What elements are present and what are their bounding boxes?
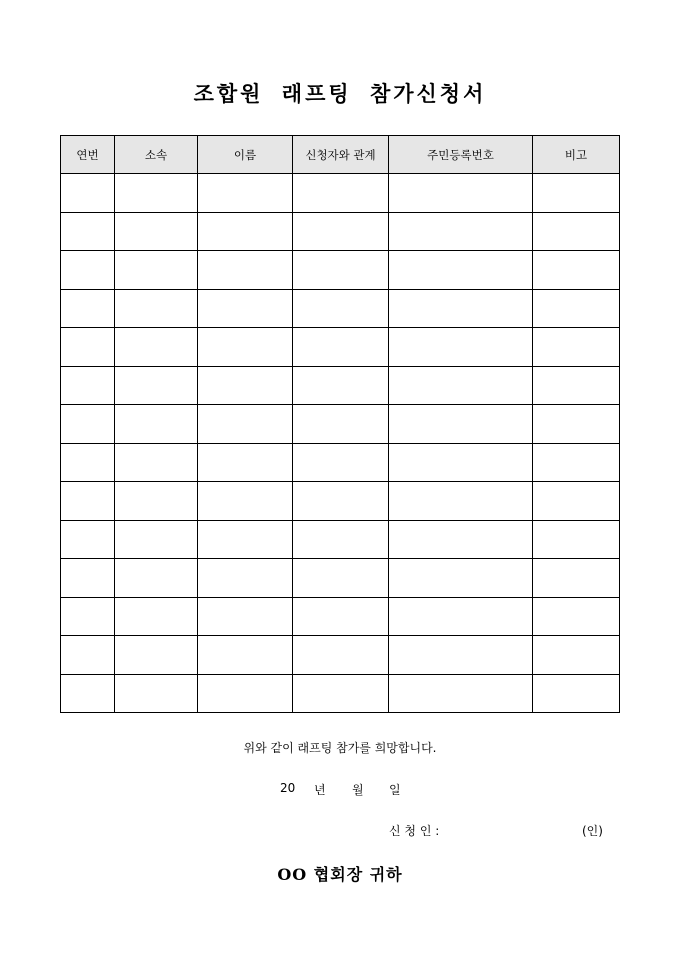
table-cell: [115, 366, 198, 405]
table-cell: [389, 520, 533, 559]
table-cell: [61, 520, 115, 559]
table-cell: [61, 443, 115, 482]
seal-label: (인): [582, 824, 603, 838]
table-cell: [389, 405, 533, 444]
table-cell: [533, 559, 620, 598]
table-cell: [115, 328, 198, 367]
date-month-unit: 월: [352, 783, 364, 797]
table-cell: [198, 520, 293, 559]
table-cell: [533, 289, 620, 328]
table-cell: [198, 559, 293, 598]
date-year-unit: 년: [314, 783, 326, 797]
table-cell: [533, 636, 620, 675]
table-cell: [61, 328, 115, 367]
table-cell: [389, 174, 533, 213]
header-affiliation: 소속: [115, 136, 198, 174]
table-cell: [198, 366, 293, 405]
table-cell: [293, 443, 389, 482]
table-cell: [61, 636, 115, 675]
table-cell: [293, 559, 389, 598]
table-cell: [533, 597, 620, 636]
table-cell: [293, 289, 389, 328]
table-cell: [389, 674, 533, 713]
table-cell: [389, 328, 533, 367]
table-cell: [115, 174, 198, 213]
table-row: [61, 251, 620, 290]
table-cell: [389, 597, 533, 636]
table-cell: [533, 251, 620, 290]
table-cell: [293, 636, 389, 675]
table-row: [61, 482, 620, 521]
date-year-prefix: 20: [280, 781, 296, 795]
application-table: [60, 135, 620, 713]
table-cell: [115, 251, 198, 290]
table-cell: [293, 405, 389, 444]
table-cell: [198, 405, 293, 444]
table-row: [61, 559, 620, 598]
table-cell: [198, 636, 293, 675]
table-cell: [61, 482, 115, 521]
table-row: [61, 366, 620, 405]
table-cell: [198, 482, 293, 521]
header-remarks: 비고: [533, 136, 620, 174]
table-row: [61, 289, 620, 328]
table-cell: [389, 251, 533, 290]
table-cell: [61, 674, 115, 713]
table-cell: [293, 174, 389, 213]
form-title: 조합원 래프팅 참가신청서: [193, 81, 487, 106]
table-cell: [533, 443, 620, 482]
table-row: [61, 405, 620, 444]
table-cell: [389, 482, 533, 521]
table-cell: [293, 366, 389, 405]
table-cell: [115, 405, 198, 444]
table-cell: [115, 289, 198, 328]
table-row: [61, 636, 620, 675]
table-cell: [61, 559, 115, 598]
table-cell: [115, 674, 198, 713]
table-body: [61, 174, 620, 713]
table-cell: [293, 674, 389, 713]
table-cell: [533, 674, 620, 713]
table-cell: [115, 443, 198, 482]
table-row: [61, 328, 620, 367]
table-cell: [533, 212, 620, 251]
table-cell: [115, 212, 198, 251]
table-row: [61, 174, 620, 213]
table-cell: [115, 520, 198, 559]
table-cell: [389, 212, 533, 251]
table-cell: [293, 520, 389, 559]
header-serial-number: 연번: [61, 136, 115, 174]
table-cell: [533, 328, 620, 367]
table-cell: [198, 328, 293, 367]
table-cell: [115, 559, 198, 598]
header-name: 이름: [198, 136, 293, 174]
table-row: [61, 674, 620, 713]
table-cell: [293, 251, 389, 290]
header-resident-number: 주민등록번호: [389, 136, 533, 174]
table-row: [61, 597, 620, 636]
table-cell: [533, 520, 620, 559]
table-cell: [198, 597, 293, 636]
table-cell: [293, 328, 389, 367]
table-cell: [61, 174, 115, 213]
date-line: [280, 781, 401, 798]
table-cell: [293, 482, 389, 521]
table-cell: [533, 482, 620, 521]
date-day-unit: 일: [389, 783, 401, 797]
table-cell: [61, 289, 115, 328]
table-cell: [198, 212, 293, 251]
table-cell: [389, 559, 533, 598]
table-cell: [115, 482, 198, 521]
table-cell: [61, 597, 115, 636]
table-cell: [533, 405, 620, 444]
table-cell: [198, 174, 293, 213]
table-cell: [533, 174, 620, 213]
header-relationship: 신청자와 관계: [293, 136, 389, 174]
table-row: [61, 443, 620, 482]
table-cell: [61, 366, 115, 405]
participation-statement: 위와 같이 래프팅 참가를 희망합니다.: [243, 741, 437, 755]
table-cell: [389, 636, 533, 675]
table-cell: [61, 212, 115, 251]
recipient-line: OO 협회장 귀하: [277, 865, 403, 884]
table-cell: [198, 674, 293, 713]
table-row: [61, 212, 620, 251]
table-cell: [198, 443, 293, 482]
table-cell: [389, 366, 533, 405]
table-cell: [389, 289, 533, 328]
table-header-row: [61, 136, 620, 174]
table-cell: [293, 212, 389, 251]
table-cell: [61, 405, 115, 444]
table-cell: [115, 597, 198, 636]
applicant-label: 신 청 인 :: [389, 824, 440, 838]
table-cell: [61, 251, 115, 290]
table-cell: [533, 366, 620, 405]
table-cell: [198, 289, 293, 328]
table-cell: [293, 597, 389, 636]
table-cell: [389, 443, 533, 482]
table-cell: [198, 251, 293, 290]
table-cell: [115, 636, 198, 675]
table-row: [61, 520, 620, 559]
